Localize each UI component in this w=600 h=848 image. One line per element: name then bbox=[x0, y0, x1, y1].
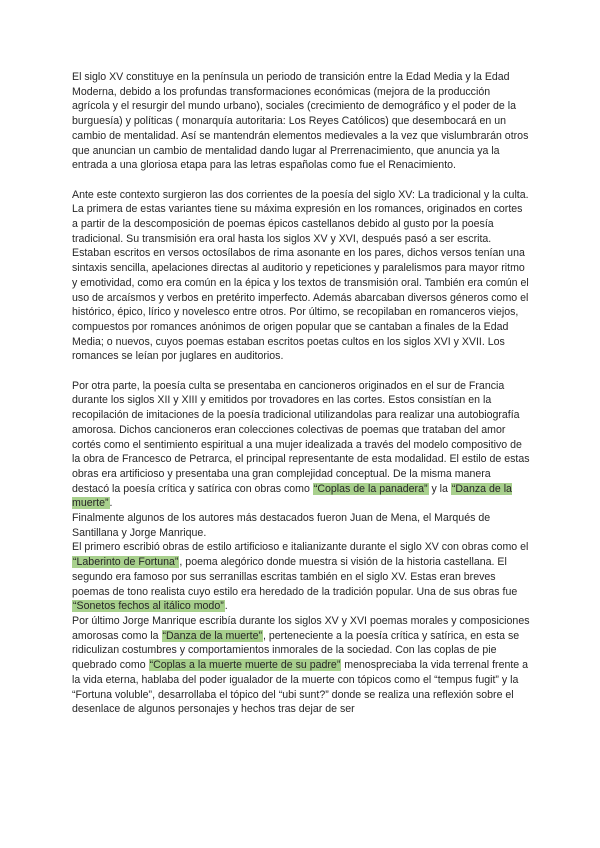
paragraph-romances: La primera de estas variantes tiene su máxima expresión en los romances, originados en cortes a partir de la descomposición de poemas épicos castellanos debido al gusto por la poesía tradicional. Su transmisión era oral hasta los siglos XV y XVI, después pasó a ser escrita. Estaban escritos en versos octosílabos de rima asonante en los pares, dichos versos tenían una sintaxis sencilla, apelaciones directas al auditorio y repeticiones y paralelismos para mayor ritmo y emotividad, como era común en la épica y los textos de transmisión oral. También era común el uso de arcaísmos y verbos en pretérito imperfecto. Además abarcaban diversos géneros como el histórico, épico, lírico y novelesco entre otros. Por último, se recopilaban en romanceros viejos, compuestos por romances anónimos de origen popular que se cantaban a finales de la Edad Media; o nuevos, cuyos poemas estaban escritos poetas cultos en los siglos XVI y XVII. Los romances se leían por juglares en auditorios. bbox=[72, 203, 529, 363]
paragraph-jorge-manrique bbox=[72, 614, 530, 717]
text-run: . bbox=[224, 600, 228, 613]
highlight-coplas-muerte-padre: “Coplas a la muerte muerte de su padre” bbox=[149, 659, 341, 672]
paragraph-intro: El siglo XV constituye en la península un periodo de transición entre la Edad Media y la Edad Moderna, debido a los profundas transformaciones económicas (mejora de la producción agrícola y el resurgir del mundo urbano), sociales (crecimiento de demográfico y el poder de la burguesía) y políticas ( monarquía autoritaria: Los Reyes Católicos) que desembocará en un cambio de mentalidad. Así se mantendrán elementos medievales a la vez que vislumbrarán otros que anuncian un cambio de mentalidad dando lugar al Prerrenacimiento, que anuncia ya la entrada a una gloriosa etapa para las letras españolas como fue el Renacimiento. bbox=[72, 71, 529, 172]
highlight-danza-muerte: “Danza de la muerte” bbox=[162, 629, 263, 642]
paragraph-juan-de-mena bbox=[72, 540, 530, 614]
document-page bbox=[72, 70, 530, 717]
text-run: Por último Jorge Manrique escribía durante los siglos XV y XVI poemas morales y composiciones amorosas como la bbox=[72, 614, 530, 642]
paragraph-gap bbox=[72, 364, 530, 379]
text-run: Por otra parte, la poesía culta se presentaba en cancioneros originados en el sur de Francia durante los siglos XII y XIII y emitidos por trovadores en las cortes. Estos consistían en la recopilación de imitaciones de la poesía tradicional utilizandolas para realizar una autobiografía amorosa. Dichos cancioneros eran colecciones colectivas de poemas que trataban del amor cortés como el sentimiento espiritual a una mujer idealizada a través del modelo compositivo de la obra de Francesco de Petrarca, el principal representante de esta modalidad. El estilo de estas obras era artificioso y presentaba una gran complejidad conceptual. De la misma manera destacó la poesía crítica y satírica con obras como bbox=[72, 379, 530, 495]
highlight-danza-muerte: “Danza de la muerte” bbox=[72, 482, 512, 510]
highlight-laberinto-fortuna: “Laberinto de Fortuna” bbox=[73, 556, 179, 569]
paragraph-gap bbox=[72, 173, 530, 188]
paragraph-autores: Finalmente algunos de los autores más destacados fueron Juan de Mena, el Marqués de Santillana y Jorge Manrique. bbox=[72, 512, 491, 539]
text-run: El primero escribió obras de estilo artificioso e italianizante durante el siglo XV con obras como el bbox=[72, 541, 529, 554]
highlight-sonetos: “Sonetos fechos al itálico modo” bbox=[73, 600, 224, 613]
text-run: , poema alegórico donde muestra si visión de la historia castellana. El segundo era famoso por sus serranillas escritas también en el siglo XV. Estas eran breves poemas de tono realista cuyo estilo era heredado de la tradición popular. Una de sus obras fue bbox=[72, 556, 518, 598]
text-run: menospreciaba la vida terrenal frente a la vida eterna, hablaba del poder igualador de la muerte con tópicos como el “tempus fugit” y la “Fortuna voluble”, desarrollaba el tópico del “ubi sunt?” donde se realiza una reflexión sobre el desenlace de algunos personajes y hechos tras dejar de ser bbox=[72, 659, 529, 716]
highlight-coplas-panadera: “Coplas de la panadera” bbox=[313, 482, 428, 495]
text-run: , perteneciente a la poesía crítica y satírica, en esta se ridiculizan costumbres y comportamientos inmorales de la sociedad. Con las coplas de pie quebrado como bbox=[72, 629, 520, 672]
text-run: . bbox=[109, 497, 113, 510]
paragraph-context: Ante este contexto surgieron las dos corrientes de la poesía del siglo XV: La tradicional y la culta. bbox=[72, 188, 529, 201]
paragraph-poesia-culta bbox=[72, 379, 530, 511]
text-run: y la bbox=[428, 482, 451, 495]
